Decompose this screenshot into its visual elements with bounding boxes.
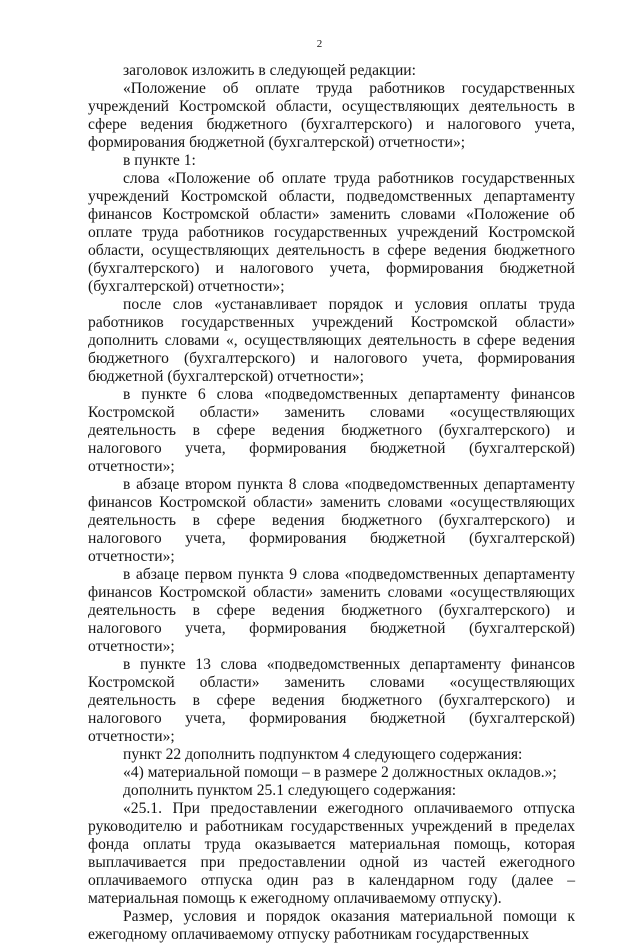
paragraph-point-13: в пункте 13 слова «подведомственных департаменту финансов Костромской области» заменить словами «осуществляющих деятельность в сфере ведения бюджетного (бухгалтерского) и налогового учета, формирования бюджетной (бухгалтерской) отчетности»; [88,656,575,745]
paragraph-point-8: в абзаце втором пункта 8 слова «подведомственных департаменту финансов Костромской области» заменить словами «осуществляющих деятельность в сфере ведения бюджетного (бухгалтерского) и налогового учета, формирования бюджетной (бухгалтерской) отчетности»; [88,476,575,565]
paragraph-point-25-1-heading: дополнить пунктом 25.1 следующего содержания: [123,782,457,799]
page-number: 2 [316,38,323,50]
paragraph-size-conditions: Размер, условия и порядок оказания материальной помощи к ежегодному оплачиваемому отпуску работникам государственных [88,908,575,943]
paragraph-point-1-words: слова «Положение об оплате труда работников государственных учреждений Костромской области, подведомственных департаменту финансов Костромской области» заменить словами «Положение об оплате труда работников государственных учреждений Костромской области, осуществляющих деятельность в сфере ведения бюджетного (бухгалтерского) и налогового учета, формирования бюджетной (бухгалтерской) отчетности»; [88,170,575,295]
paragraph-point-1-after-words: после слов «устанавливает порядок и условия оплаты труда работников государственных учреждений Костромской области» дополнить словами «, осуществляющих деятельность в сфере ведения бюджетного (бухгалтерского) и налогового учета, формирования бюджетной (бухгалтерской) отчетности»; [88,296,575,385]
paragraph-point-9: в абзаце первом пункта 9 слова «подведомственных департаменту финансов Костромской области» заменить словами «осуществляющих деятельность в сфере ведения бюджетного (бухгалтерского) и налогового учета, формирования бюджетной (бухгалтерской) отчетности»; [88,566,575,655]
paragraph-point-25-1: «25.1. При предоставлении ежегодного оплачиваемого отпуска руководителю и работникам государственных учреждений в пределах фонда оплаты труда оказывается материальная помощь, которая выплачивается при предоставлении одной из частей ежегодного оплачиваемого отпуска один раз в календарном году (далее – материальная помощь к ежегодному оплачиваемому отпуску). [88,800,575,907]
document-body [88,62,575,944]
paragraph-point-1-heading: в пункте 1: [123,152,196,169]
paragraph-point-6: в пункте 6 слова «подведомственных департаменту финансов Костромской области» заменить словами «осуществляющих деятельность в сфере ведения бюджетного (бухгалтерского) и налогового учета, формирования бюджетной (бухгалтерской) отчетности»; [88,386,575,475]
paragraph-subpoint-4: «4) материальной помощи – в размере 2 должностных окладов.»; [123,764,557,781]
paragraph-new-title: «Положение об оплате труда работников государственных учреждений Костромской области, осуществляющих деятельность в сфере ведения бюджетного (бухгалтерского) и налогового учета, формирования бюджетной (бухгалтерской) отчетности»; [88,80,575,151]
paragraph-title-instruction: заголовок изложить в следующей редакции: [123,62,416,79]
paragraph-point-22: пункт 22 дополнить подпунктом 4 следующего содержания: [123,746,523,763]
